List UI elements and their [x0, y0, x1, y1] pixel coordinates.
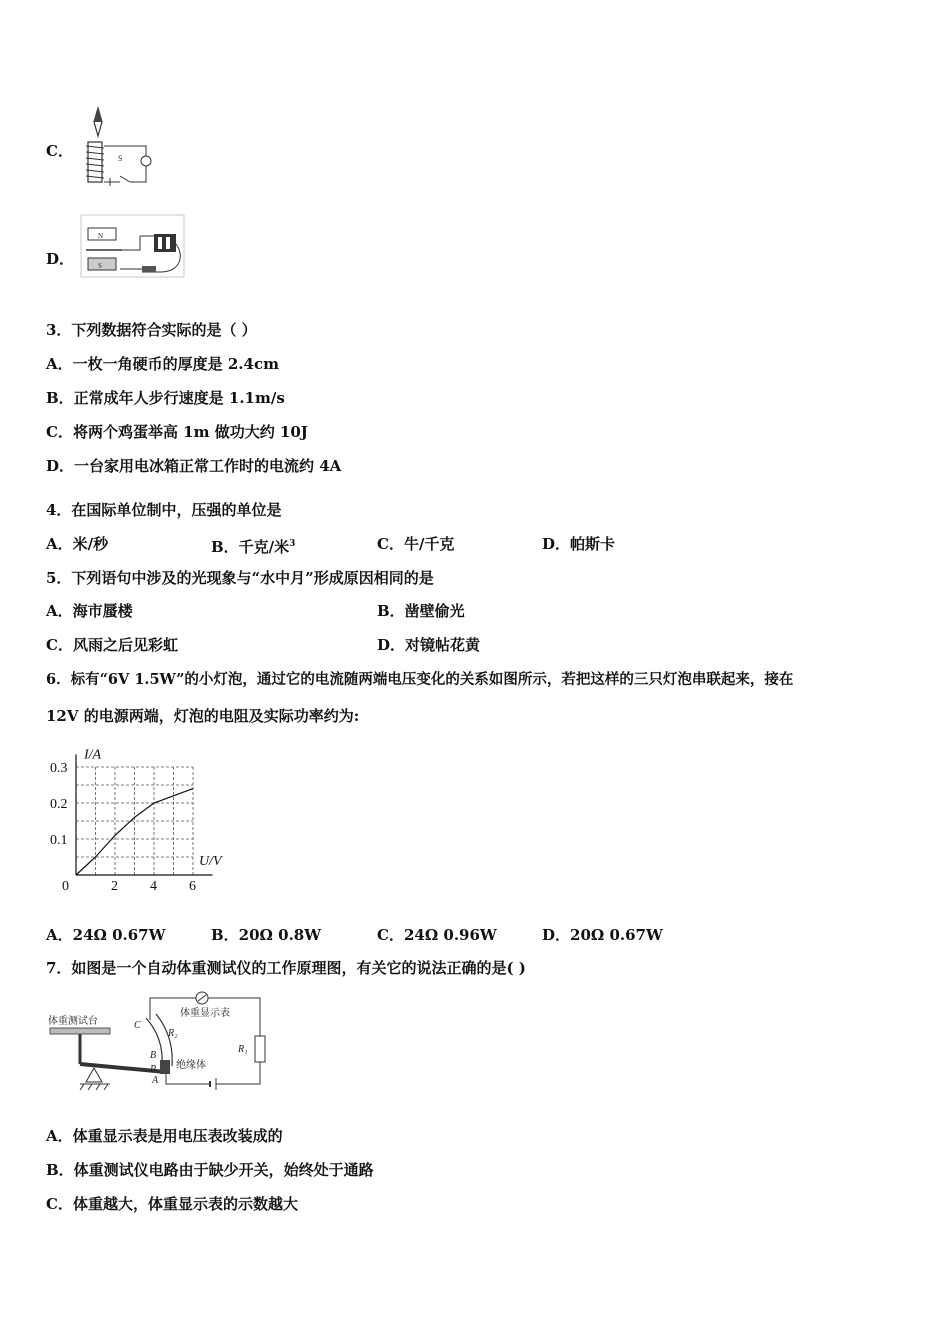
point-b-label: B — [150, 1050, 157, 1061]
q7-stem: 7．如图是一个自动体重测试仪的工作原理图，有关它的说法正确的是( ) — [46, 959, 526, 977]
q6-option-a[interactable]: A．24Ω 0.67W — [46, 926, 166, 944]
magnet-n-label: N — [98, 232, 104, 240]
r1-label: R₁ — [238, 1044, 248, 1055]
q3-option-c[interactable]: C．将两个鸡蛋举高 1m 做功大约 10J — [46, 423, 308, 441]
weight-tester-diagram — [46, 988, 286, 1100]
q4-option-a[interactable]: A．米/秒 — [46, 535, 109, 553]
q4-option-b-superscript: 3 — [289, 539, 296, 549]
q4-option-c[interactable]: C．牛/千克 — [377, 535, 455, 553]
q3-option-b[interactable]: B．正常成年人步行速度是 1.1m/s — [46, 389, 285, 407]
point-p-label: P — [150, 1064, 157, 1075]
display-label: 体重显示表 — [180, 1008, 230, 1019]
switch-label: S — [118, 154, 123, 163]
x-axis-label: U/V — [199, 854, 222, 869]
q5-stem: 5．下列语句中涉及的光现象与“水中月”形成原因相同的是 — [46, 569, 434, 587]
q3-stem: 3．下列数据符合实际的是（ ） — [46, 321, 257, 339]
x-tick-label: 2 — [111, 879, 118, 894]
x-tick-label: 4 — [150, 879, 157, 894]
q5-option-a[interactable]: A．海市蜃楼 — [46, 602, 133, 620]
q7-option-c[interactable]: C．体重越大，体重显示表的示数越大 — [46, 1195, 298, 1213]
q6-stem-line2: 12V 的电源两端，灯泡的电阻及实际功率约为: — [46, 707, 360, 725]
y-axis-label: I/A — [84, 747, 102, 763]
magnet-s-label: S — [98, 262, 102, 270]
insulator-label: 绝缘体 — [176, 1060, 206, 1071]
q5-option-d[interactable]: D．对镜帖花黄 — [377, 636, 481, 654]
q5-option-b[interactable]: B．凿壁偷光 — [377, 602, 465, 620]
y-tick-label: 0.1 — [50, 833, 68, 848]
x-tick-label: 0 — [62, 879, 69, 894]
r2-label: R₂ — [168, 1028, 178, 1039]
y-tick-label: 0.3 — [50, 761, 68, 776]
q6-option-b[interactable]: B．20Ω 0.8W — [211, 926, 322, 944]
q6-option-d[interactable]: D．20Ω 0.67W — [542, 926, 663, 944]
option-d-label: D． — [46, 250, 75, 268]
q6-stem-line1: 6．标有“6V 1.5W”的小灯泡，通过它的电流随两端电压变化的关系如图所示，若把这样的三只灯泡串联起来，接在 — [46, 671, 794, 688]
point-c-label: C — [134, 1020, 141, 1031]
electromagnet-figure — [80, 106, 160, 188]
q4-option-b[interactable] — [211, 534, 295, 557]
q7-option-b[interactable]: B．体重测试仪电路由于缺少开关，始终处于通路 — [46, 1161, 374, 1179]
q4-option-b-text: B．千克/米 — [211, 538, 290, 556]
q6-option-c[interactable]: C．24Ω 0.96W — [377, 926, 497, 944]
iu-chart — [40, 735, 250, 900]
platform-label: 体重测试台 — [48, 1016, 98, 1027]
option-c-label: C． — [46, 142, 73, 160]
q3-option-a[interactable]: A．一枚一角硬币的厚度是 2.4cm — [46, 355, 279, 373]
y-tick-label: 0.2 — [50, 797, 68, 812]
q7-option-a[interactable]: A．体重显示表是用电压表改装成的 — [46, 1127, 283, 1145]
q5-option-c[interactable]: C．风雨之后见彩虹 — [46, 636, 178, 654]
q4-option-d[interactable]: D．帕斯卡 — [542, 535, 616, 553]
magnet-galvanometer-figure — [80, 214, 185, 278]
point-a-label: A — [152, 1075, 159, 1086]
q3-option-d[interactable]: D．一台家用电冰箱正常工作时的电流约 4A — [46, 457, 342, 475]
q4-stem: 4．在国际单位制中，压强的单位是 — [46, 501, 282, 519]
x-tick-label: 6 — [189, 879, 196, 894]
